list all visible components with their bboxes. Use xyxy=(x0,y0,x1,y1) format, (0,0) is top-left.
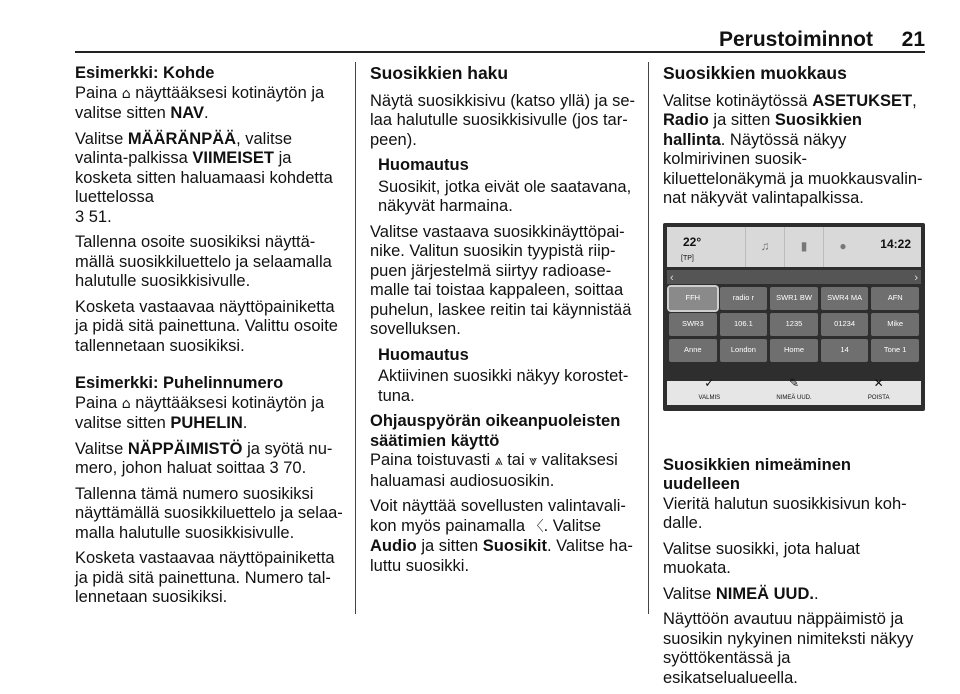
favourites-search-heading: Suosikkien haku xyxy=(370,63,509,83)
note-title: Huomautus xyxy=(378,345,469,364)
favourites-grid xyxy=(669,287,919,362)
favourite-button: 01234 xyxy=(821,313,869,336)
rename-button: ✎ NIMEÄ UUD. xyxy=(776,375,812,401)
favourites-edit-heading: Suosikkien muokkaus xyxy=(663,63,847,83)
rename-heading: Suosikkien nimeäminen uudelleen xyxy=(663,455,851,493)
tp-indicator: [TP] xyxy=(681,254,694,262)
paragraph: Tallenna tämä numero suosikiksi näyttämällä suosikkiluettelo ja selaa-malla halutulle suosikkisivulle. xyxy=(75,484,343,542)
paragraph: Valitse kotinäytössä ASETUKSET, Radio ja sitten Suosikkien hallinta. Näytössä näkyy kolmirivinen suosik-kiluettelonäkymä ja muokkausvalin-nat näkyvät valintapalkissa. xyxy=(663,91,923,207)
column-divider xyxy=(648,62,649,614)
note-title: Huomautus xyxy=(378,156,469,174)
favourite-button: Home xyxy=(770,339,818,362)
navigation-icon: ● xyxy=(823,227,862,267)
favourite-button: Tone 1 xyxy=(871,339,919,362)
phone-icon: ▮ xyxy=(784,227,823,267)
steering-controls-heading: Ohjauspyörän oikeanpuoleisten säätimien käyttö xyxy=(370,412,621,450)
selection-bar xyxy=(667,375,921,405)
done-button: ✓ VALMIS xyxy=(698,375,721,401)
section-title: Perustoiminnot xyxy=(718,28,873,51)
favourite-button: Mike xyxy=(871,313,919,336)
paragraph: Näyttöön avautuu näppäimistö ja suosikin nykyinen nimiteksti näkyy syöttökentässä ja esikatselualueella. xyxy=(663,610,914,687)
favourite-button: Anne xyxy=(669,339,717,362)
example-phone-heading: Esimerkki: Puhelinnumero xyxy=(75,374,284,392)
page-scroll-bar xyxy=(667,270,921,284)
paragraph: Näytä suosikkisivu (katso yllä) ja se-laa halutulle suosikkisivulle (jos tar-peen). xyxy=(370,91,635,149)
paragraph: Valitse suosikki, jota haluat muokata. xyxy=(663,539,860,577)
favourite-button: 1235 xyxy=(770,313,818,336)
clock-readout: 14:22 xyxy=(880,236,911,251)
note-text: Aktiivinen suosikki näkyy korostet-tuna. xyxy=(378,367,629,405)
paragraph: Paina toistuvasti ⩓ tai ⩔ valitaksesi haluamasi audiosuosikin. xyxy=(370,451,618,490)
screen-status-bar xyxy=(667,227,921,267)
favourite-button: 14 xyxy=(821,339,869,362)
paragraph: Voit näyttää sovellusten valintavali-kon myös painamalla 〈. Valitse Audio ja sitten Suosikit. Valitse ha-luttu suosikki. xyxy=(370,497,633,575)
favourite-button: radio r xyxy=(720,287,768,310)
paragraph: Valitse vastaava suosikkinäyttöpai-nike. Valitun suosikin tyypistä riip-puen järjestelmä siirtyy radioase-malle tai toistaa kappaleen, soittaa puhelun, laskee reitin tai käynnistää sovelluksen. xyxy=(370,222,632,338)
column-3 xyxy=(663,64,925,694)
note xyxy=(370,346,635,407)
home-icon: ⌂ xyxy=(121,85,131,102)
delete-button: ✕ POISTA xyxy=(867,375,890,401)
column-2 xyxy=(370,64,635,582)
favourites-screen-image xyxy=(663,223,925,411)
chevron-left-icon: ‹ xyxy=(670,271,674,284)
paragraph: Paina ⌂ näyttääksesi kotinäytön ja valitse sitten NAV. xyxy=(75,83,325,122)
favourite-button: SWR4 MA xyxy=(821,287,869,310)
paragraph: Valitse MÄÄRÄNPÄÄ, valitse valinta-palkissa VIIMEISET ja kosketa sitten haluamaasi kohdetta luettelossa 3 51. xyxy=(75,129,333,226)
page-reference: 3 70. xyxy=(269,459,307,477)
down-arrow-icon: ⩔ xyxy=(529,453,538,469)
temperature-readout: 22° xyxy=(683,234,702,249)
paragraph: Vieritä halutun suosikkisivun koh-dalle. xyxy=(663,494,907,532)
column-divider xyxy=(355,62,356,614)
music-note-icon: ♫ xyxy=(745,227,784,267)
home-icon: ⌂ xyxy=(121,395,131,412)
paragraph: Valitse NÄPPÄIMISTÖ ja syötä nu-mero, johon haluat soittaa 3 70. xyxy=(75,439,333,477)
favourite-button: SWR3 xyxy=(669,313,717,336)
header-rule xyxy=(75,51,925,53)
paragraph: Paina ⌂ näyttääksesi kotinäytön ja valitse sitten PUHELIN. xyxy=(75,393,325,432)
paragraph: Tallenna osoite suosikiksi näyttä-mällä suosikkiluettelo ja selaamalla halutulle suosikkisivulle. xyxy=(75,233,332,290)
page-reference: 3 51. xyxy=(75,207,112,226)
chevron-right-icon: › xyxy=(914,271,918,284)
chevron-left-icon: 〈 xyxy=(529,518,544,535)
favourite-button: FFH xyxy=(669,287,717,310)
column-1 xyxy=(75,64,347,614)
close-icon: ✕ xyxy=(873,375,884,390)
check-icon: ✓ xyxy=(704,375,715,390)
screen-icon-bar xyxy=(745,227,865,267)
up-arrow-icon: ⩓ xyxy=(494,453,503,469)
favourite-button: 106.1 xyxy=(720,313,768,336)
page-number: 21 xyxy=(901,28,925,51)
pencil-icon: ✎ xyxy=(788,375,800,390)
page-header xyxy=(75,24,925,50)
example-destination-heading: Esimerkki: Kohde xyxy=(75,64,215,82)
note xyxy=(370,156,635,217)
favourite-button: London xyxy=(720,339,768,362)
favourite-button: SWR1 BW xyxy=(770,287,818,310)
favourite-button: AFN xyxy=(871,287,919,310)
paragraph: Valitse NIMEÄ UUD.. xyxy=(663,584,819,603)
paragraph: Kosketa vastaavaa näyttöpainiketta ja pidä sitä painettuna. Valittu osoite tallennetaan suosikiksi. xyxy=(75,297,338,355)
note-text: Suosikit, jotka eivät ole saatavana, näkyvät harmaina. xyxy=(378,177,632,215)
paragraph: Kosketa vastaavaa näyttöpainiketta ja pidä sitä painettuna. Numero tal-lennetaan suosikiksi. xyxy=(75,549,335,606)
